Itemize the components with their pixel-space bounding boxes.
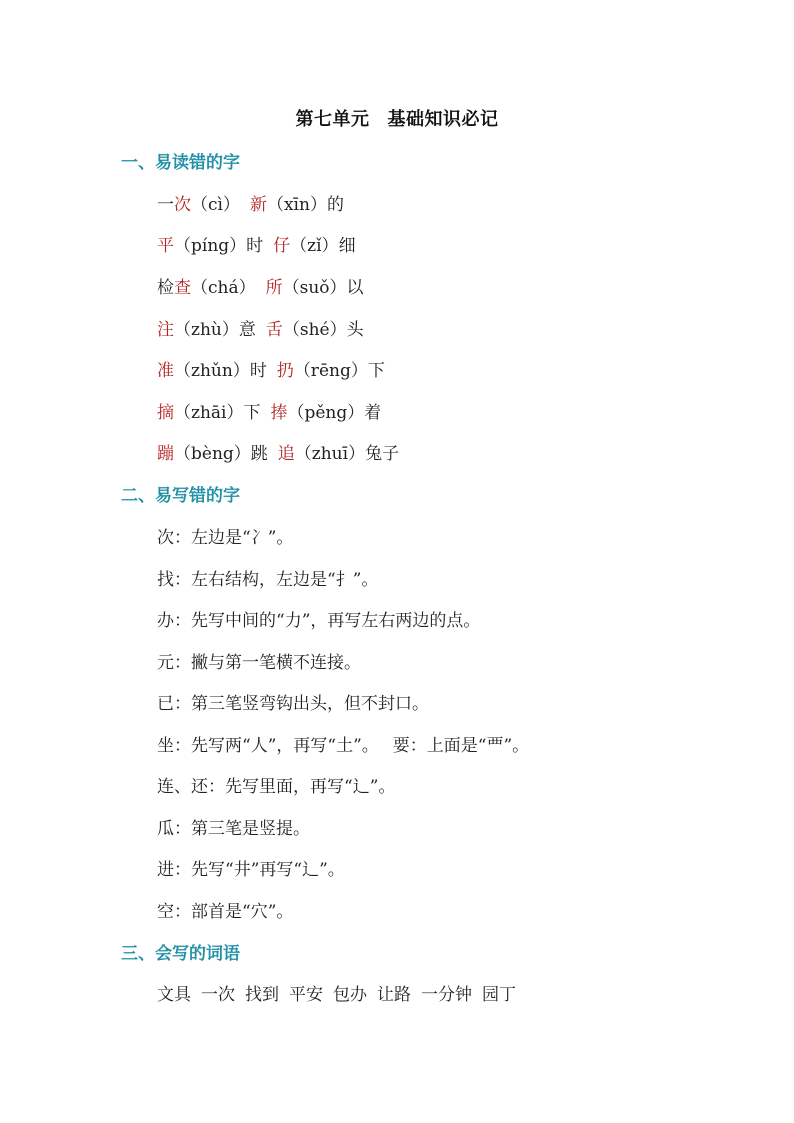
word-item: 包办 xyxy=(333,985,367,1005)
write-line-6 xyxy=(157,731,529,756)
read-line-5: 准（zhǔn）时 扔（rēng）下 xyxy=(157,361,385,381)
word-item: 找到 xyxy=(245,985,279,1005)
section-heading-1: 一、易读错的字 xyxy=(121,153,240,173)
write-line-9: 进：先写“井”再写“辶”。 xyxy=(157,860,345,880)
word-item: 一分钟 xyxy=(421,985,472,1005)
title-topic: 基础知识必记 xyxy=(387,109,499,130)
write-line-5: 已：第三笔竖弯钩出头，但不封口。 xyxy=(157,694,429,714)
write-line-6-yao: 要：上面是“覀”。 xyxy=(392,736,530,756)
word-list xyxy=(157,980,516,1005)
write-line-6-zuo: 坐：先写两“人”，再写“土”。 xyxy=(157,736,379,756)
write-line-8: 瓜：第三笔是竖提。 xyxy=(157,819,310,839)
write-line-3: 办：先写中间的“力”，再写左右两边的点。 xyxy=(157,611,481,631)
read-line-3: 检查（chá） 所（suǒ）以 xyxy=(157,278,364,298)
page-title xyxy=(0,105,794,131)
word-item: 让路 xyxy=(377,985,411,1005)
read-line-1: 一次（cì） 新（xīn）的 xyxy=(157,195,344,215)
read-line-2: 平（píng）时 仔（zǐ）细 xyxy=(157,236,356,256)
word-item: 文具 xyxy=(157,985,191,1005)
word-item: 园丁 xyxy=(482,985,516,1005)
section-heading-2: 二、易写错的字 xyxy=(121,486,240,506)
write-line-4: 元：撇与第一笔横不连接。 xyxy=(157,653,361,673)
read-line-6: 摘（zhāi）下 捧（pěng）着 xyxy=(157,403,382,423)
write-line-10: 空：部首是“穴”。 xyxy=(157,902,294,922)
read-line-4: 注（zhù）意 舌（shé）头 xyxy=(157,320,364,340)
write-line-1: 次：左边是“冫”。 xyxy=(157,528,294,548)
title-unit: 第七单元 xyxy=(295,109,370,130)
write-line-2: 找：左右结构，左边是“扌”。 xyxy=(157,570,379,590)
section-heading-3: 三、会写的词语 xyxy=(121,944,240,964)
word-item: 一次 xyxy=(201,985,235,1005)
write-line-7: 连、还：先写里面，再写“辶”。 xyxy=(157,777,396,797)
word-item: 平安 xyxy=(289,985,323,1005)
read-line-7: 蹦（bèng）跳 追（zhuī）兔子 xyxy=(157,444,400,464)
